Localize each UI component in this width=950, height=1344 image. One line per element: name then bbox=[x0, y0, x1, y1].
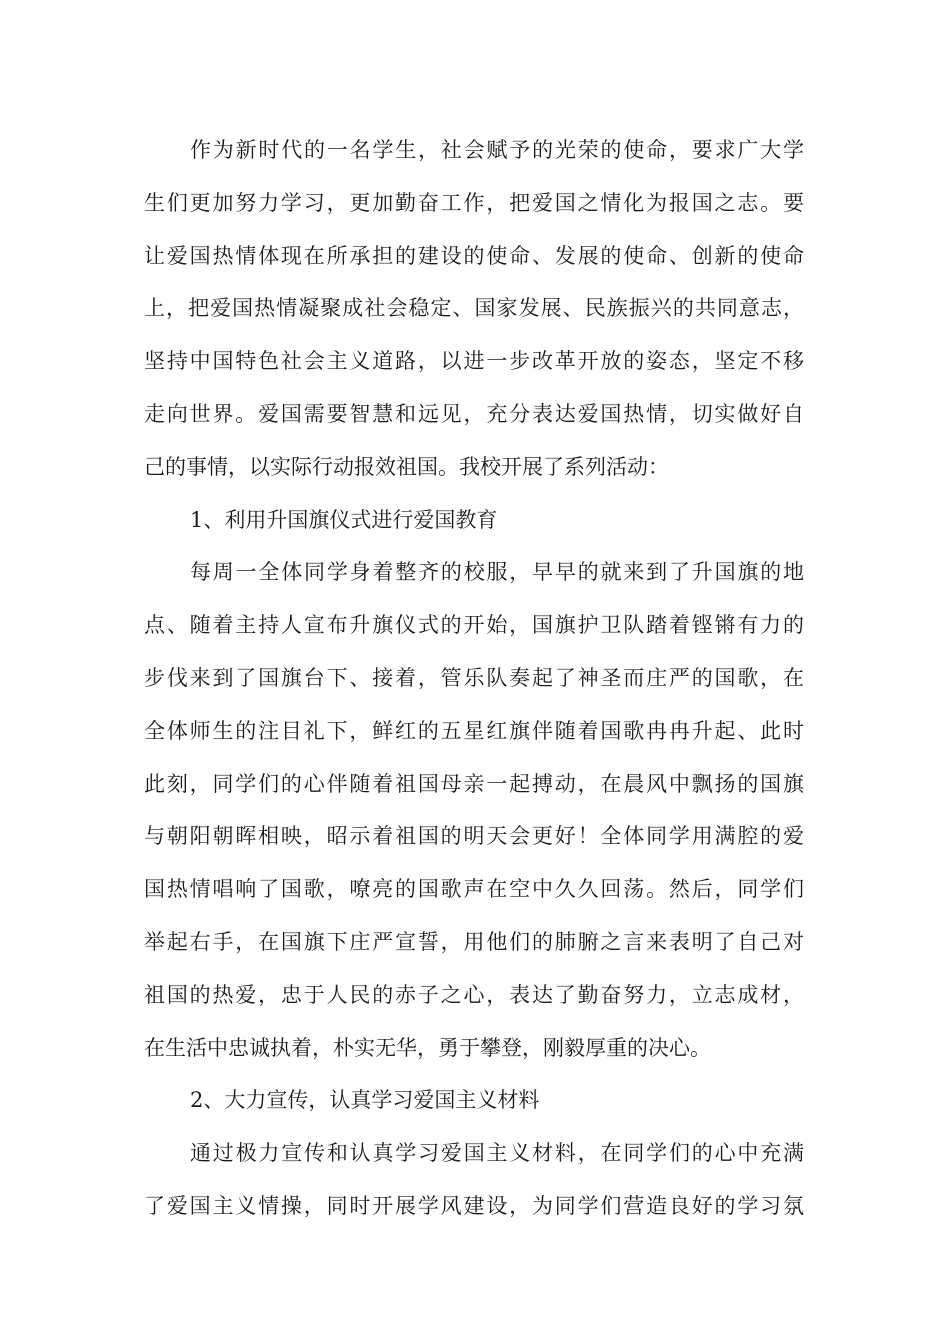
text-line: 了爱国主义情操，同时开展学风建设，为同学们营造良好的学习氛 bbox=[144, 1193, 804, 1218]
text-line: 每周一全体同学身着整齐的校服，早早的就来到了升国旗的地 bbox=[190, 560, 804, 585]
text-line: 上，把爱国热情凝聚成社会稳定、国家发展、民族振兴的共同意志， bbox=[144, 296, 804, 321]
text-line: 通过极力宣传和认真学习爱国主义材料，在同学们的心中充满 bbox=[190, 1141, 804, 1166]
text-line: 与朝阳朝晖相映，昭示着祖国的明天会更好！全体同学用满腔的爱 bbox=[144, 824, 804, 849]
text-line: 让爱国热情体现在所承担的建设的使命、发展的使命、创新的使命 bbox=[144, 243, 804, 268]
text-line: 坚持中国特色社会主义道路，以进一步改革开放的姿态，坚定不移 bbox=[144, 349, 804, 374]
text-line: 全体师生的注目礼下，鲜红的五星红旗伴随着国歌冉冉升起、此时 bbox=[144, 718, 804, 743]
text-line: 步伐来到了国旗台下、接着，管乐队奏起了神圣而庄严的国歌，在 bbox=[144, 665, 804, 690]
text-line: 作为新时代的一名学生，社会赋予的光荣的使命，要求广大学 bbox=[190, 138, 804, 162]
text-line: 祖国的热爱，忠于人民的赤子之心，表达了勤奋努力，立志成材， bbox=[144, 982, 804, 1007]
text-line: 此刻，同学们的心伴随着祖国母亲一起搏动，在晨风中飘扬的国旗 bbox=[144, 771, 804, 796]
text-line: 点、随着主持人宣布升旗仪式的开始，国旗护卫队踏着铿锵有力的 bbox=[144, 613, 804, 638]
section-heading: 1、利用升国旗仪式进行爱国教育 bbox=[190, 507, 498, 532]
paragraph bbox=[144, 1127, 804, 1233]
text-line: 走向世界。爱国需要智慧和远见，充分表达爱国热情，切实做好自 bbox=[144, 401, 804, 426]
paragraph bbox=[144, 546, 804, 1074]
text-line: 生们更加努力学习，更加勤奋工作，把爱国之情化为报国之志。要 bbox=[144, 190, 804, 215]
text-line: 举起右手，在国旗下庄严宣誓，用他们的肺腑之言来表明了自己对 bbox=[144, 929, 804, 954]
section-heading: 2、大力宣传，认真学习爱国主义材料 bbox=[190, 1088, 540, 1113]
text-line: 己的事情，以实际行动报效祖国。我校开展了系列活动： bbox=[144, 454, 669, 479]
text-line: 在生活中忠诚执着，朴实无华，勇于攀登，刚毅厚重的决心。 bbox=[144, 1035, 711, 1060]
text-line: 国热情唱响了国歌，嘹亮的国歌声在空中久久回荡。然后，同学们 bbox=[144, 877, 804, 902]
paragraph bbox=[144, 124, 804, 494]
document-body bbox=[144, 124, 804, 1233]
